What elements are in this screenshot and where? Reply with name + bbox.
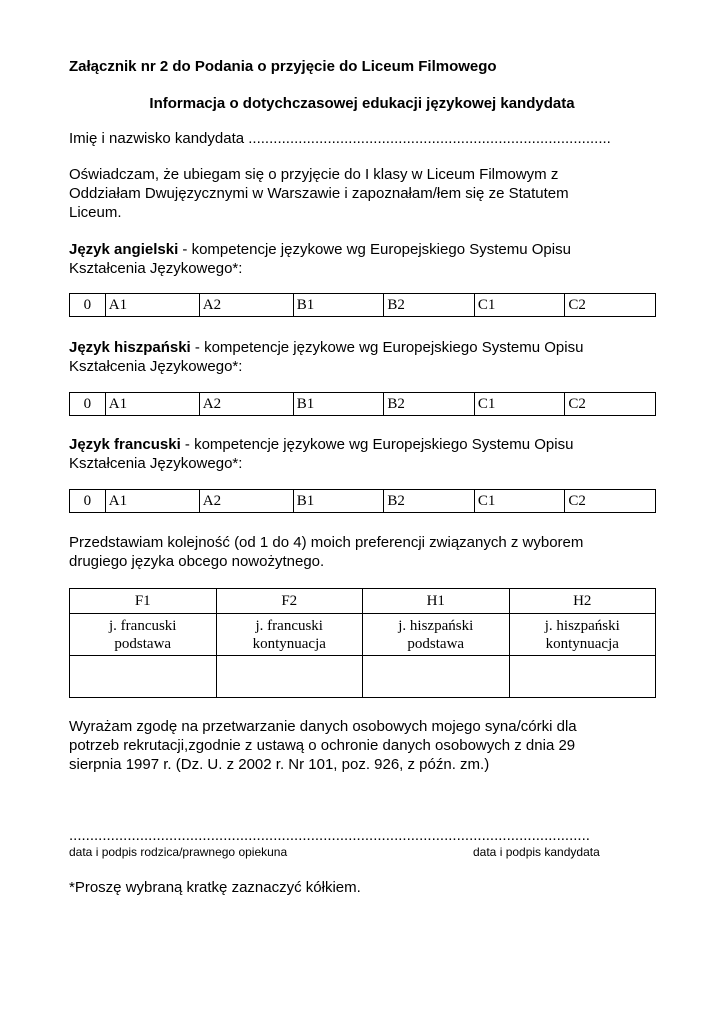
level-cell-a1[interactable]: A1 (105, 393, 199, 416)
level-cell-a2[interactable]: A2 (199, 294, 293, 317)
level-cell-0[interactable]: 0 (70, 490, 106, 513)
english-level-table (69, 293, 656, 317)
spanish-level-table (69, 392, 656, 416)
level-cell-c2[interactable]: C2 (565, 294, 656, 317)
page-title: Informacja o dotychczasowej edukacji językowej kandydata (149, 95, 575, 112)
pref-desc-line: kontynuacja (252, 635, 326, 652)
language-desc: - kompetencje językowe wg Europejskiego Systemu Opisu (180, 436, 574, 453)
pref-desc-line: j. hiszpański (544, 617, 620, 634)
level-cell-b2[interactable]: B2 (384, 294, 475, 317)
level-cell-c2[interactable]: C2 (565, 393, 656, 416)
level-cell-c2[interactable]: C2 (565, 490, 656, 513)
pref-desc-line: j. francuski (255, 617, 323, 634)
pref-desc-line: kontynuacja (545, 635, 619, 652)
candidate-name-label: Imię i nazwisko kandydata (69, 130, 245, 147)
pref-desc-line: podstawa (114, 635, 172, 652)
level-cell-b1[interactable]: B1 (293, 294, 384, 317)
level-cell-c1[interactable]: C1 (474, 393, 565, 416)
pref-code-h2: H2 (509, 589, 656, 614)
pref-desc-line: podstawa (407, 635, 465, 652)
consent-line-1: Wyrażam zgodę na przetwarzanie danych osobowych mojego syna/córki dla (69, 718, 577, 735)
language-name: Język hiszpański (69, 339, 191, 356)
parent-signature-label: data i podpis rodzica/prawnego opiekuna (69, 845, 288, 859)
preferences-intro-2: drugiego języka obcego nowożytnego. (69, 553, 325, 570)
french-label-cont: Kształcenia Językowego*: (69, 455, 243, 472)
declaration-line-3: Liceum. (69, 204, 122, 221)
level-cell-a1[interactable]: A1 (105, 294, 199, 317)
french-level-table (69, 489, 656, 513)
french-label (69, 435, 573, 454)
language-desc: - kompetencje językowe wg Europejskiego Systemu Opisu (178, 241, 571, 258)
english-label-cont: Kształcenia Językowego*: (69, 260, 243, 277)
pref-desc-h2 (509, 614, 656, 656)
pref-rank-h1[interactable] (363, 656, 510, 698)
pref-rank-h2[interactable] (509, 656, 656, 698)
declaration-line-1: Oświadczam, że ubiegam się o przyjęcie do I klasy w Liceum Filmowym z (69, 166, 559, 183)
pref-desc-f1 (70, 614, 217, 656)
footnote: *Proszę wybraną kratkę zaznaczyć kółkiem. (69, 879, 361, 896)
level-cell-b1[interactable]: B1 (293, 393, 384, 416)
preferences-table (69, 588, 656, 698)
pref-desc-h1 (363, 614, 510, 656)
candidate-name-line (69, 129, 611, 148)
consent-line-3: sierpnia 1997 r. (Dz. U. z 2002 r. Nr 101, poz. 926, z późn. zm.) (69, 756, 490, 773)
level-cell-c1[interactable]: C1 (474, 294, 565, 317)
language-name: Język angielski (69, 241, 179, 258)
level-cell-c1[interactable]: C1 (474, 490, 565, 513)
pref-code-f1: F1 (70, 589, 217, 614)
candidate-name-dots: ....................................................................................... (248, 130, 611, 147)
preferences-intro-1: Przedstawiam kolejność (od 1 do 4) moich preferencji związanych z wyborem (69, 534, 584, 551)
spanish-label (69, 338, 583, 357)
level-cell-0[interactable]: 0 (70, 294, 106, 317)
pref-code-h1: H1 (363, 589, 510, 614)
level-cell-a2[interactable]: A2 (199, 490, 293, 513)
level-cell-b2[interactable]: B2 (384, 393, 475, 416)
annex-heading: Załącznik nr 2 do Podania o przyjęcie do Liceum Filmowego (69, 58, 497, 75)
level-cell-0[interactable]: 0 (70, 393, 106, 416)
level-cell-b2[interactable]: B2 (384, 490, 475, 513)
signature-dots: ............................................................................................................................. (69, 827, 590, 844)
pref-desc-f2 (216, 614, 363, 656)
level-cell-a2[interactable]: A2 (199, 393, 293, 416)
english-label (69, 240, 571, 259)
pref-rank-f1[interactable] (70, 656, 217, 698)
level-cell-b1[interactable]: B1 (293, 490, 384, 513)
pref-code-f2: F2 (216, 589, 363, 614)
pref-desc-line: j. hiszpański (398, 617, 474, 634)
spanish-label-cont: Kształcenia Językowego*: (69, 358, 243, 375)
language-name: Język francuski (69, 436, 181, 453)
consent-line-2: potrzeb rekrutacji,zgodnie z ustawą o ochronie danych osobowych z dnia 29 (69, 737, 576, 754)
level-cell-a1[interactable]: A1 (105, 490, 199, 513)
language-desc: - kompetencje językowe wg Europejskiego Systemu Opisu (190, 339, 584, 356)
candidate-signature-label: data i podpis kandydata (473, 845, 600, 859)
declaration-line-2: Oddziałam Dwujęzycznymi w Warszawie i zapoznałam/łem się ze Statutem (69, 185, 569, 202)
pref-desc-line: j. francuski (109, 617, 177, 634)
pref-rank-f2[interactable] (216, 656, 363, 698)
